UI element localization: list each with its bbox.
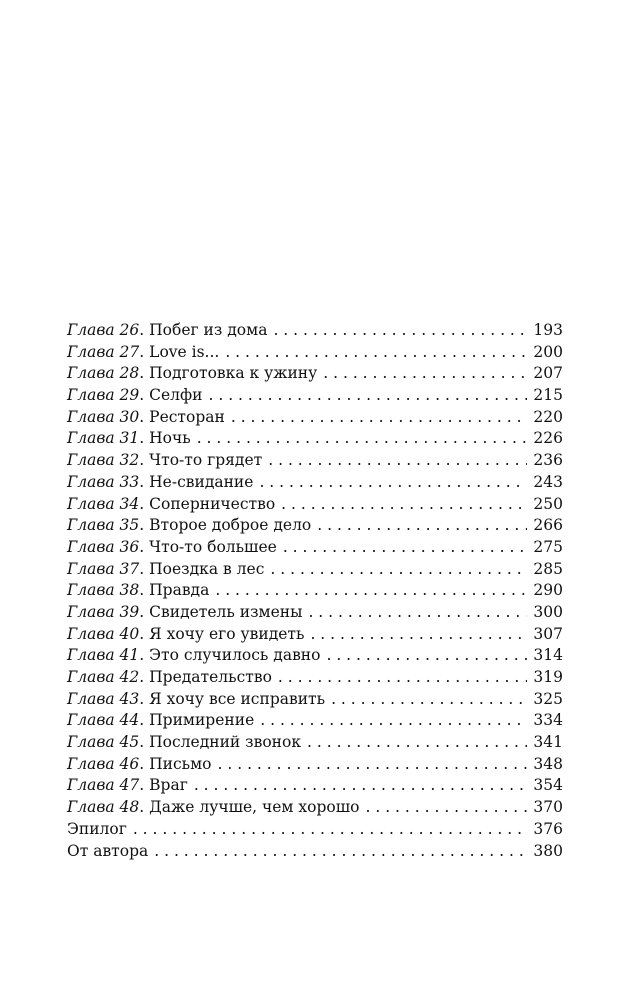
entry-title: . Love is...: [139, 342, 220, 361]
dot-leader: [323, 363, 527, 385]
toc-entry[interactable]: [67, 515, 563, 537]
chapter-label: Глава 31: [67, 429, 140, 448]
toc-entry[interactable]: [67, 645, 563, 667]
entry-title: . Не-свидание: [139, 472, 254, 491]
toc-entry[interactable]: [67, 580, 563, 602]
dot-leader: [270, 559, 527, 581]
entry-title: . Подготовка к ужину: [139, 364, 318, 383]
dot-leader: [133, 819, 527, 841]
page-number: 325: [533, 689, 563, 708]
dot-leader: [209, 385, 528, 407]
page-number: 380: [533, 841, 563, 860]
chapter-label: Глава 40: [67, 624, 140, 643]
entry-title: . Ресторан: [139, 407, 225, 426]
chapter-label: Глава 47: [67, 776, 140, 795]
page-number: 341: [533, 733, 563, 752]
chapter-label: Глава 36: [67, 537, 140, 556]
entry-title: . Что-то большее: [139, 537, 277, 556]
dot-leader: [317, 515, 527, 537]
page-number: 215: [533, 386, 563, 405]
entry-title: . Даже лучше, чем хорошо: [139, 798, 360, 817]
entry-title: . Последний звонок: [139, 733, 302, 752]
dot-leader: [197, 428, 527, 450]
dot-leader: [281, 494, 527, 516]
toc-entry[interactable]: [67, 754, 563, 776]
page-number: 220: [533, 407, 563, 426]
entry-title: . Соперничество: [139, 494, 276, 513]
chapter-label: Глава 41: [67, 646, 140, 665]
toc-entry[interactable]: [67, 428, 563, 450]
entry-title: . Побег из дома: [139, 321, 268, 339]
page-number: 376: [533, 819, 563, 838]
table-of-contents: [67, 320, 563, 862]
entry-title: . Свидетель измены: [139, 602, 303, 621]
toc-entry[interactable]: [67, 342, 563, 364]
page-number: 243: [533, 472, 563, 491]
toc-entry[interactable]: [67, 775, 563, 797]
toc-entry[interactable]: [67, 385, 563, 407]
dot-leader: [154, 841, 527, 863]
page-number: 307: [533, 624, 563, 643]
dot-leader: [259, 472, 527, 494]
entry-title: . Примирение: [139, 711, 255, 730]
entry-title: . Это случилось давно: [139, 646, 321, 665]
dot-leader: [308, 602, 527, 624]
toc-entry[interactable]: [67, 559, 563, 581]
toc-entry[interactable]: [67, 320, 563, 342]
chapter-label: Глава 46: [67, 754, 140, 773]
entry-title: . Второе доброе дело: [139, 516, 312, 535]
toc-entry[interactable]: [67, 363, 563, 385]
page-number: 275: [533, 537, 563, 556]
dot-leader: [218, 754, 527, 776]
toc-entry[interactable]: [67, 797, 563, 819]
toc-entry[interactable]: [67, 732, 563, 754]
dot-leader: [365, 797, 527, 819]
chapter-label: Глава 39: [67, 602, 140, 621]
entry-title: . Правда: [139, 581, 210, 600]
page-number: 285: [533, 559, 563, 578]
toc-entry[interactable]: [67, 710, 563, 732]
entry-title: . Поездка в лес: [139, 559, 265, 578]
entry-title: . Я хочу его увидеть: [139, 624, 305, 643]
toc-entry[interactable]: [67, 667, 563, 689]
dot-leader: [278, 667, 527, 689]
chapter-label: Глава 29: [67, 386, 140, 405]
entry-title: . Враг: [139, 776, 188, 795]
page-number: 334: [533, 711, 563, 730]
page-number: 319: [533, 668, 563, 686]
chapter-label: Глава 37: [67, 559, 140, 578]
page-number: 266: [533, 516, 563, 535]
chapter-label: Глава 28: [67, 364, 140, 383]
dot-leader: [331, 689, 527, 711]
dot-leader: [260, 710, 527, 732]
page-number: 226: [533, 429, 563, 448]
dot-leader: [307, 732, 527, 754]
toc-entry[interactable]: [67, 537, 563, 559]
chapter-label: Глава 27: [67, 342, 140, 361]
page-number: 354: [533, 776, 563, 795]
toc-entry[interactable]: [67, 602, 563, 624]
entry-title: . Письмо: [139, 754, 212, 773]
dot-leader: [225, 342, 527, 364]
chapter-label: Глава 30: [67, 407, 140, 426]
page-number: 370: [533, 798, 563, 817]
entry-title: . Я хочу все исправить: [139, 689, 326, 708]
toc-entry[interactable]: [67, 624, 563, 646]
entry-title: Эпилог: [67, 819, 127, 838]
entry-title: . Предательство: [139, 668, 272, 686]
chapter-label: Глава 43: [67, 689, 140, 708]
dot-leader: [326, 645, 527, 667]
toc-entry-epilogue[interactable]: [67, 819, 563, 841]
toc-entry[interactable]: [67, 494, 563, 516]
chapter-label: Глава 35: [67, 516, 140, 535]
chapter-label: Глава 45: [67, 733, 140, 752]
chapter-label: Глава 34: [67, 494, 140, 513]
chapter-label: Глава 48: [67, 798, 140, 817]
toc-entry[interactable]: [67, 689, 563, 711]
chapter-label: Глава 44: [67, 711, 140, 730]
chapter-label: Глава 26: [67, 321, 140, 339]
page-number: 250: [533, 494, 563, 513]
page-number: 300: [533, 602, 563, 621]
dot-leader: [215, 580, 527, 602]
toc-entry[interactable]: [67, 407, 563, 429]
dot-leader: [194, 775, 527, 797]
page-number: 207: [533, 364, 563, 383]
entry-title: . Селфи: [139, 386, 203, 405]
dot-leader: [273, 320, 527, 342]
page-number: 348: [533, 754, 563, 773]
page-number: 193: [533, 321, 563, 339]
entry-title: . Что-то грядет: [139, 451, 263, 470]
chapter-label: Глава 38: [67, 581, 140, 600]
entry-title: . Ночь: [139, 429, 191, 448]
dot-leader: [310, 624, 527, 646]
toc-entry[interactable]: [67, 472, 563, 494]
toc-entry-author-note[interactable]: [67, 841, 563, 863]
page-number: 290: [533, 581, 563, 600]
toc-entry[interactable]: [67, 450, 563, 472]
entry-title: От автора: [67, 841, 149, 860]
chapter-label: Глава 32: [67, 451, 140, 470]
dot-leader: [283, 537, 527, 559]
page-number: 314: [533, 646, 563, 665]
chapter-label: Глава 33: [67, 472, 140, 491]
dot-leader: [231, 407, 527, 429]
chapter-label: Глава 42: [67, 668, 140, 686]
page-number: 200: [533, 342, 563, 361]
dot-leader: [268, 450, 527, 472]
page-number: 236: [533, 451, 563, 470]
